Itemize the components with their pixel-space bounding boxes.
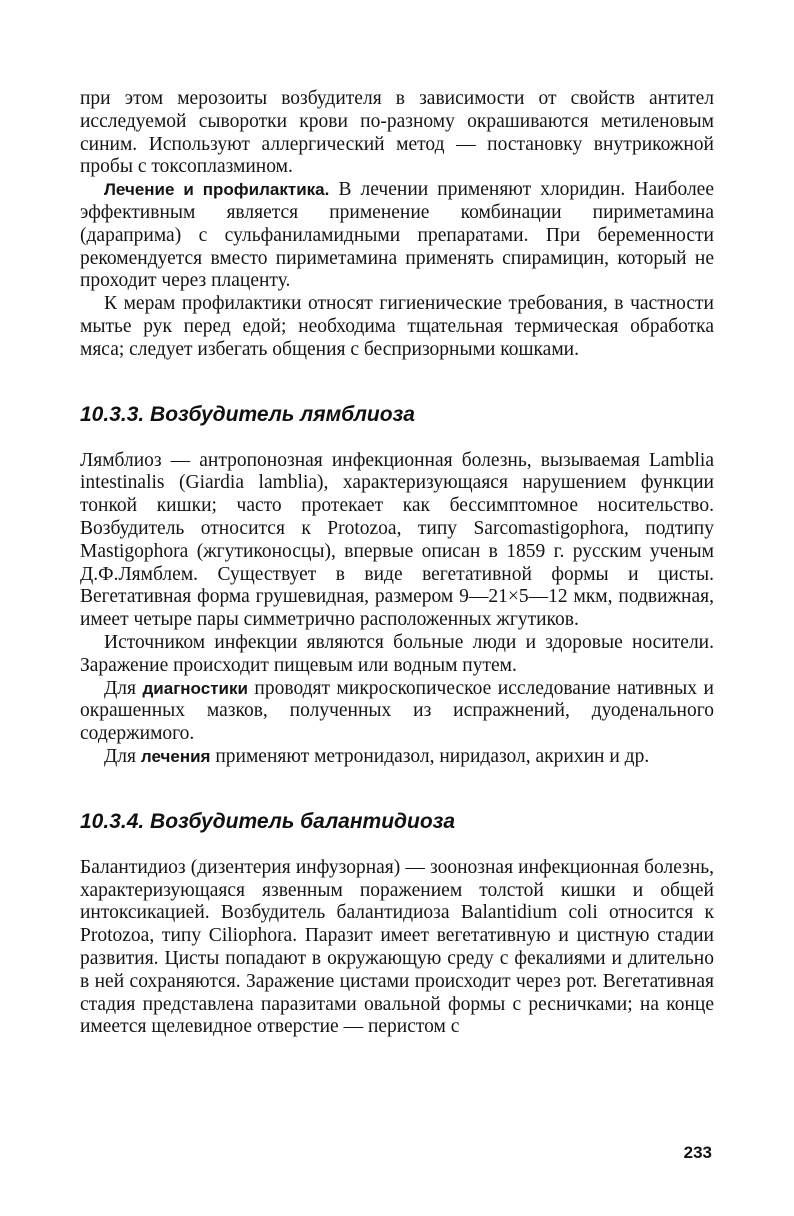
lamblia-p3-text: проводят микроскопическое исследование нативных и окрашенных мазков, полученных из испражнений, дуоденального содержимого. — [80, 677, 714, 745]
lamblia-paragraph-3 — [80, 678, 714, 746]
intro-paragraph-2 — [80, 179, 714, 293]
lamblia-p4-text: применяют метронидазол, ниридазол, акрихин и др. — [210, 745, 650, 767]
lamblia-paragraph-4 — [80, 746, 714, 769]
lamblia-p3-pre: Для — [104, 677, 143, 699]
treatment-prevention-label: Лечение и профилактика. — [104, 180, 330, 200]
page-body — [80, 88, 714, 1039]
page-number: 233 — [683, 1143, 712, 1162]
intro-paragraph-2-text: В лечении применяют хлоридин. Наиболее эффективным является применение комбинации пириметамина (дараприма) с сульфаниламидными препаратами. При беременности рекомендуется вместо пириметамина применять спирамицин, который не проходит через плаценту. — [80, 179, 714, 292]
diagnostics-label: диагностики — [142, 678, 248, 698]
lamblia-paragraph-2: Источником инфекции являются больные люди и здоровые носители. Заражение происходит пищевым или водным путем. — [80, 631, 714, 676]
section-heading-lamblia: 10.3.3. Возбудитель лямблиоза — [80, 402, 415, 426]
lamblia-p4-pre: Для — [104, 745, 141, 767]
intro-paragraph-3: К мерам профилактики относят гигиенические требования, в частности мытье рук перед едой; необходима тщательная термическая обработка мяса; следует избегать общения с беспризорными кошками. — [80, 293, 714, 360]
section-heading-balantidium: 10.3.4. Возбудитель балантидиоза — [80, 809, 456, 833]
balantidium-paragraph-1: Балантидиоз (дизентерия инфузорная) — зоонозная инфекционная болезнь, характеризующаяся язвенным поражением толстой кишки и общей интоксикацией. Возбудитель балантидиоза Balantidium coli относится к Protozoa, типу Ciliophora. Паразит имеет вегетативную и цистную стадии развития. Цисты попадают в окружающую среду с фекалиями и длительно в ней сохраняются. Заражение цистами происходит через рот. Вегетативная стадия представлена паразитами овальной формы с ресничками; на конце имеется щелевидное отверстие — перистом с — [80, 856, 714, 1038]
treatment-label: лечения — [140, 746, 211, 766]
intro-paragraph-1: при этом мерозоиты возбудителя в зависимости от свойств антител исследуемой сыворотки крови по-разному окрашиваются метиленовым синим. Используют аллергический метод — постановку внутрикожной пробы с токсоплазмином. — [80, 88, 714, 178]
lamblia-paragraph-1: Лямблиоз — антропонозная инфекционная болезнь, вызываемая Lamblia intestinalis (Giardia lamblia), характеризующаяся нарушением функции тонкой кишки; часто протекает как бессимптомное носительство. Возбудитель относится к Protozoa, типу Sarcomastigophora, подтипу Mastigophora (жгутиконосцы), впервые описан в 1859 г. русским ученым Д.Ф.Лямблем. Существует в виде вегетативной формы и цисты. Вегетативная форма грушевидная, размером 9—21×5—12 мкм, подвижная, имеет четыре пары симметрично расположенных жгутиков. — [80, 449, 714, 631]
